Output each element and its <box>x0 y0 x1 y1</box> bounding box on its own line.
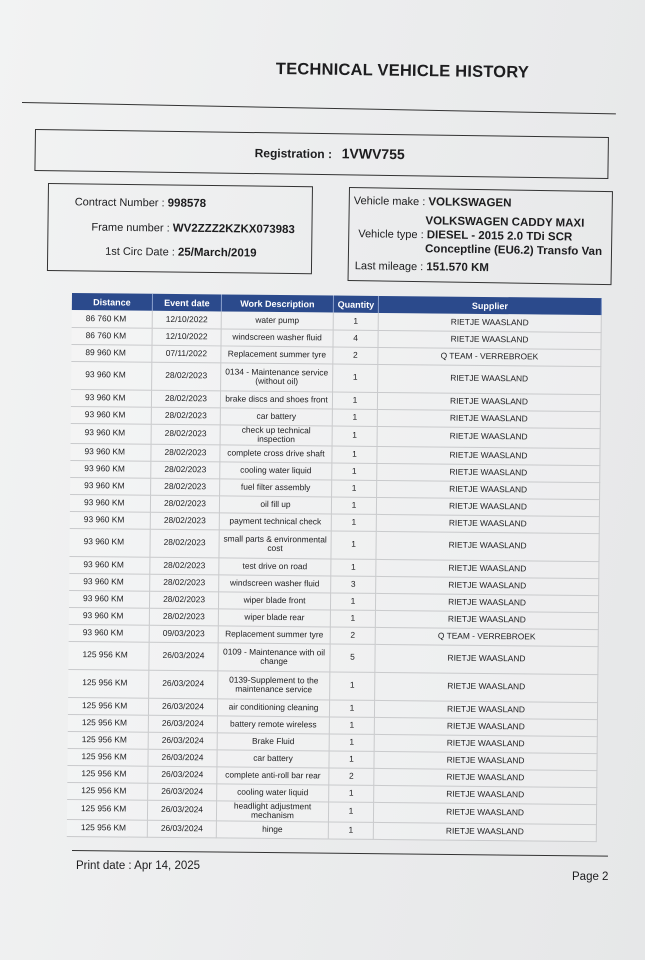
cell-event-date: 26/03/2024 <box>148 766 217 784</box>
cell-event-date: 28/02/2023 <box>150 557 219 575</box>
cell-quantity: 1 <box>328 801 373 821</box>
vehicle-make-value: VOLKSWAGEN <box>428 196 512 210</box>
cell-work-description: Replacement summer tyre <box>218 625 330 643</box>
cell-work-description: complete anti-roll bar rear <box>217 766 329 784</box>
cell-supplier: RIETJE WAASLAND <box>377 446 600 465</box>
cell-event-date: 26/03/2024 <box>148 732 217 750</box>
cell-event-date: 26/03/2024 <box>149 670 218 699</box>
cell-supplier: RIETJE WAASLAND <box>377 409 600 428</box>
col-event-date: Event date <box>152 294 221 312</box>
cell-event-date: 26/03/2024 <box>147 820 216 838</box>
history-table-wrap <box>67 293 602 842</box>
cell-quantity: 1 <box>331 497 376 514</box>
first-circ-value: 25/March/2019 <box>177 246 257 260</box>
cell-distance: 93 960 KM <box>70 494 151 512</box>
cell-supplier: RIETJE WAASLAND <box>377 463 600 482</box>
cell-work-description: water pump <box>221 311 333 329</box>
cell-work-description: headlight adjustment mechanism <box>216 800 328 821</box>
cell-distance: 93 960 KM <box>69 590 150 608</box>
cell-work-description: wiper blade rear <box>218 608 330 626</box>
cell-event-date: 26/03/2024 <box>148 749 217 767</box>
cell-event-date: 28/02/2023 <box>150 574 219 592</box>
cell-event-date: 28/02/2023 <box>152 362 221 391</box>
cell-event-date: 28/02/2023 <box>151 407 220 425</box>
footer-divider <box>72 850 608 857</box>
cell-work-description: 0134 - Maintenance service (without oil) <box>221 362 333 391</box>
cell-work-description: brake discs and shoes front <box>220 390 332 408</box>
cell-distance: 93 960 KM <box>71 361 152 390</box>
cell-supplier: RIETJE WAASLAND <box>378 330 601 349</box>
title-divider <box>22 102 616 114</box>
cell-quantity: 3 <box>331 575 376 592</box>
registration-box <box>34 129 609 179</box>
cell-quantity: 1 <box>330 609 375 626</box>
cell-quantity: 1 <box>331 530 376 558</box>
cell-distance: 89 960 KM <box>71 344 152 362</box>
cell-event-date: 28/02/2023 <box>151 424 220 445</box>
cell-quantity: 1 <box>332 409 377 426</box>
cell-quantity: 1 <box>333 364 378 392</box>
contract-number-value: 998578 <box>167 197 207 210</box>
cell-quantity: 1 <box>333 313 378 330</box>
frame-number-value: WV2ZZZ2KZKX073983 <box>172 222 295 237</box>
cell-event-date: 12/10/2022 <box>152 328 221 346</box>
cell-event-date: 28/02/2023 <box>150 529 219 558</box>
cell-quantity: 5 <box>330 643 375 671</box>
cell-distance: 93 960 KM <box>70 477 151 495</box>
cell-event-date: 26/03/2024 <box>147 800 216 821</box>
cell-supplier: RIETJE WAASLAND <box>374 700 597 719</box>
cell-supplier: RIETJE WAASLAND <box>376 531 599 561</box>
cell-event-date: 28/02/2023 <box>150 495 219 513</box>
cell-work-description: Brake Fluid <box>217 732 329 750</box>
vehicle-type-label: Vehicle type : <box>358 228 424 242</box>
cell-supplier: RIETJE WAASLAND <box>377 480 600 499</box>
cell-supplier: RIETJE WAASLAND <box>373 822 596 841</box>
cell-quantity: 1 <box>329 784 374 801</box>
registration-label: Registration : <box>254 146 333 162</box>
cell-quantity: 1 <box>332 426 377 446</box>
cell-work-description: car battery <box>217 749 329 767</box>
cell-distance: 125 956 KM <box>68 641 149 670</box>
cell-quantity: 1 <box>332 480 377 497</box>
cell-quantity: 1 <box>332 463 377 480</box>
cell-supplier: RIETJE WAASLAND <box>374 768 597 787</box>
cell-work-description: small parts & environmental cost <box>219 529 331 558</box>
cell-distance: 93 960 KM <box>69 528 150 557</box>
cell-event-date: 28/02/2023 <box>150 512 219 530</box>
cell-distance: 125 956 KM <box>68 731 149 749</box>
last-mileage-value: 151.570 KM <box>426 261 490 275</box>
cell-quantity: 4 <box>333 330 378 347</box>
vehicle-make-label: Vehicle make : <box>353 195 426 209</box>
cell-supplier: RIETJE WAASLAND <box>376 514 599 533</box>
cell-supplier: RIETJE WAASLAND <box>377 392 600 411</box>
cell-work-description: cooling water liquid <box>220 461 332 479</box>
cell-event-date: 28/02/2023 <box>149 591 218 609</box>
cell-distance: 93 960 KM <box>70 443 151 461</box>
vehicle-type-line-1: VOLKSWAGEN CADDY MAXI <box>425 215 585 230</box>
cell-quantity: 2 <box>330 626 375 643</box>
page-title: TECHNICAL VEHICLE HISTORY <box>275 60 530 82</box>
cell-quantity: 1 <box>332 392 377 409</box>
contract-number-label: Contract Number : <box>74 196 165 210</box>
history-table <box>67 293 602 842</box>
cell-event-date: 09/03/2023 <box>149 625 218 643</box>
cell-distance: 93 960 KM <box>70 511 151 529</box>
vehicle-info-box <box>348 187 613 285</box>
cell-quantity: 1 <box>329 699 374 716</box>
cell-supplier: RIETJE WAASLAND <box>374 785 597 804</box>
cell-event-date: 28/02/2023 <box>151 444 220 462</box>
col-distance: Distance <box>72 293 153 311</box>
cell-distance: 125 956 KM <box>68 714 149 732</box>
cell-work-description: wiper blade front <box>218 591 330 609</box>
col-quantity: Quantity <box>333 296 378 313</box>
cell-quantity: 2 <box>333 347 378 364</box>
cell-supplier: Q TEAM - VERREBROEK <box>378 347 601 366</box>
cell-distance: 125 956 KM <box>68 697 149 715</box>
cell-event-date: 28/02/2023 <box>151 390 220 408</box>
vehicle-type-line-3: Conceptline (EU6.2) Transfo Van <box>424 243 603 258</box>
cell-work-description: 0139-Supplement to the maintenance service <box>218 670 330 699</box>
first-circ-label: 1st Circ Date : <box>105 245 175 259</box>
cell-distance: 93 960 KM <box>71 423 152 444</box>
cell-work-description: payment technical check <box>219 512 331 530</box>
cell-work-description: 0109 - Maintenance with oil change <box>218 642 330 671</box>
registration-value: 1VWV755 <box>341 145 405 163</box>
frame-number-label: Frame number : <box>91 221 170 235</box>
cell-distance: 125 956 KM <box>67 748 148 766</box>
cell-distance: 86 760 KM <box>72 327 153 345</box>
last-mileage-label: Last mileage : <box>354 260 424 274</box>
cell-distance: 125 956 KM <box>67 819 148 837</box>
cell-work-description: air conditioning cleaning <box>217 698 329 716</box>
cell-supplier: RIETJE WAASLAND <box>376 497 599 516</box>
cell-quantity: 1 <box>330 671 375 699</box>
cell-work-description: car battery <box>220 407 332 425</box>
table-body <box>67 310 602 841</box>
cell-supplier: RIETJE WAASLAND <box>376 559 599 578</box>
cell-quantity: 1 <box>329 750 374 767</box>
cell-distance: 93 960 KM <box>69 573 150 591</box>
print-date: Print date : Apr 14, 2025 <box>76 860 201 872</box>
cell-distance: 93 960 KM <box>69 607 150 625</box>
cell-supplier: RIETJE WAASLAND <box>374 734 597 753</box>
cell-event-date: 28/02/2023 <box>151 478 220 496</box>
cell-distance: 93 960 KM <box>69 624 150 642</box>
cell-supplier: RIETJE WAASLAND <box>374 751 597 770</box>
cell-distance: 93 960 KM <box>70 460 151 478</box>
page-number: Page 2 <box>572 871 609 883</box>
cell-quantity: 1 <box>331 514 376 531</box>
cell-work-description: hinge <box>216 820 328 838</box>
cell-work-description: fuel filter assembly <box>220 478 332 496</box>
cell-supplier: RIETJE WAASLAND <box>377 426 600 448</box>
cell-distance: 93 960 KM <box>71 389 152 407</box>
cell-supplier: RIETJE WAASLAND <box>375 644 598 674</box>
cell-distance: 125 956 KM <box>67 799 148 820</box>
cell-quantity: 1 <box>330 592 375 609</box>
cell-work-description: check up technical inspection <box>220 424 332 445</box>
col-supplier: Supplier <box>378 296 601 315</box>
cell-distance: 93 960 KM <box>69 556 150 574</box>
cell-work-description: windscreen washer fluid <box>221 328 333 346</box>
cell-quantity: 1 <box>332 446 377 463</box>
cell-supplier: RIETJE WAASLAND <box>378 313 601 332</box>
contract-info-box <box>47 183 313 274</box>
cell-supplier: RIETJE WAASLAND <box>373 802 596 824</box>
cell-event-date: 12/10/2022 <box>152 311 221 329</box>
cell-quantity: 1 <box>331 558 376 575</box>
cell-supplier: RIETJE WAASLAND <box>375 610 598 629</box>
cell-event-date: 26/03/2024 <box>148 715 217 733</box>
cell-distance: 125 956 KM <box>67 765 148 783</box>
cell-supplier: RIETJE WAASLAND <box>375 593 598 612</box>
cell-distance: 93 960 KM <box>71 406 152 424</box>
cell-event-date: 07/11/2022 <box>152 345 221 363</box>
cell-event-date: 28/02/2023 <box>151 461 220 479</box>
cell-distance: 86 760 KM <box>72 310 153 328</box>
cell-work-description: cooling water liquid <box>217 783 329 801</box>
cell-work-description: Replacement summer tyre <box>221 345 333 363</box>
cell-work-description: complete cross drive shaft <box>220 444 332 462</box>
cell-quantity: 1 <box>329 716 374 733</box>
cell-work-description: windscreen washer fluid <box>219 574 331 592</box>
cell-event-date: 26/03/2024 <box>149 642 218 671</box>
cell-supplier: RIETJE WAASLAND <box>376 576 599 595</box>
cell-supplier: RIETJE WAASLAND <box>375 672 598 702</box>
col-work-description: Work Description <box>221 294 333 312</box>
cell-work-description: oil fill up <box>219 495 331 513</box>
cell-event-date: 26/03/2024 <box>148 698 217 716</box>
cell-event-date: 26/03/2024 <box>148 783 217 801</box>
cell-quantity: 2 <box>329 767 374 784</box>
vehicle-type-line-2: DIESEL - 2015 2.0 TDi SCR <box>426 229 573 244</box>
cell-quantity: 1 <box>328 821 373 838</box>
cell-event-date: 28/02/2023 <box>149 608 218 626</box>
cell-quantity: 1 <box>329 733 374 750</box>
cell-work-description: test drive on road <box>219 557 331 575</box>
cell-supplier: RIETJE WAASLAND <box>374 717 597 736</box>
cell-supplier: Q TEAM - VERREBROEK <box>375 627 598 646</box>
cell-work-description: battery remote wireless <box>217 715 329 733</box>
cell-supplier: RIETJE WAASLAND <box>378 364 601 394</box>
cell-distance: 125 956 KM <box>68 669 149 698</box>
cell-distance: 125 956 KM <box>67 782 148 800</box>
